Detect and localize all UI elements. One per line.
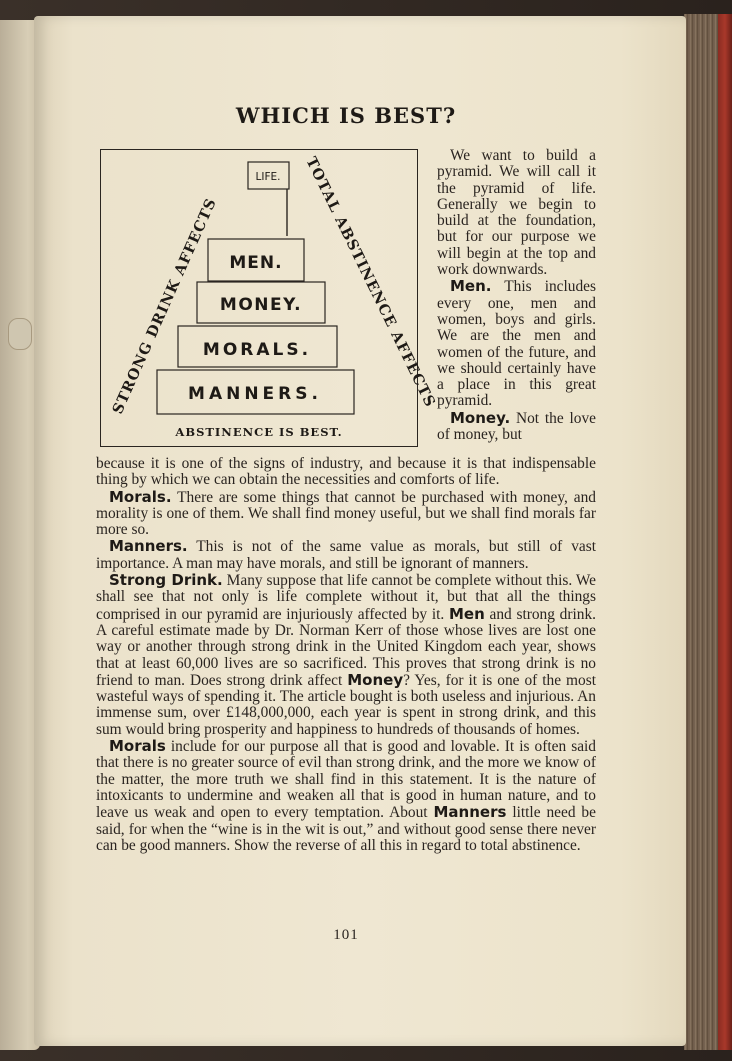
binding-thread <box>8 318 32 350</box>
strong-drink-text-1: Many suppose that life cannot be complete without this. We shall see that not only is life complete without it, but that all the things comprised in our pyramid are injuriously affected by it. <box>96 572 596 623</box>
strong-drink-paragraph <box>96 572 596 738</box>
money-text-start: Not the love of money, but <box>437 409 596 444</box>
morals-manners-paragraph <box>96 738 596 854</box>
manners-text: This is not of the same value as morals, but still of vast importance. A man may have morals, and still be ignorant of manners. <box>96 538 596 572</box>
tier-men-label: MEN. <box>229 253 283 273</box>
tier-morals-label: MORALS. <box>202 340 312 360</box>
page-title: WHICH IS BEST? <box>235 103 457 128</box>
manners-heading: Manners. <box>109 537 188 556</box>
morals-keyword: Morals <box>109 737 166 756</box>
morals-para-text: include for our purpose all that is good and lovable. It is often said that there is no greater source of evil than strong drink, and the more we know of the matter, the more truth we shall find in this statement. It is the nature of intoxicants to undermine and weaken all that is good in human nature, and to leave us weak and open to every temptation. About <box>96 738 596 822</box>
men-paragraph <box>437 278 596 409</box>
manners-para-text: little need be said, for when the “wine is in the wit is out,” and without good sense there never can be good manners. Show the reverse of all this in regard to total abstinence. <box>96 804 596 854</box>
page-number: 101 <box>333 927 359 943</box>
men-keyword: Men <box>448 604 485 623</box>
life-label: LIFE. <box>255 171 281 183</box>
money-heading: Money. <box>450 408 511 427</box>
men-heading: Men. <box>450 277 492 296</box>
morals-heading: Morals. <box>109 487 172 506</box>
total-abstinence-affects-label: TOTAL ABSTINENCE AFFECTS <box>302 154 439 411</box>
tier-manners-label: MANNERS. <box>188 384 322 404</box>
side-column <box>437 148 596 443</box>
morals-paragraph <box>96 489 596 539</box>
page-block-edges <box>684 14 732 1050</box>
pyramid-figure <box>100 149 439 447</box>
men-text: This includes every one, men and women, boys and girls. We are the men and women of the future, and we should certainly have a place in this great pyramid. <box>437 278 596 410</box>
tier-money-label: MONEY. <box>219 295 303 315</box>
manners-paragraph <box>96 538 596 572</box>
strong-drink-text-3: ? Yes, for it is one of the most wasteful ways of spending it. The article bought is both useless and injurious. An immense sum, over £148,000,000, each year is spent in strong drink, and this sum would bring prosperity and happiness to hundreds of thousands of homes. <box>96 671 596 738</box>
morals-text: There are some things that cannot be purchased with money, and morality is one of them. We shall find money useful, but we shall find morals far more so. <box>96 488 596 539</box>
manners-keyword: Manners <box>433 803 507 822</box>
money-keyword: Money <box>347 670 404 689</box>
strong-drink-heading: Strong Drink. <box>109 571 223 590</box>
pyramid-diagram <box>101 150 439 446</box>
strong-drink-affects-label: STRONG DRINK AFFECTS <box>109 195 221 417</box>
money-paragraph-continued: because it is one of the signs of industry, and because it is that indispensable thing by which we can obtain the necessities and comforts of life. <box>96 455 596 489</box>
main-text <box>96 456 596 854</box>
intro-paragraph: We want to build a pyramid. We will call it the pyramid of life. Generally we begin to build at the foundation, but for our purpose we will begin at the top and work downwards. <box>437 147 596 279</box>
figure-caption: ABSTINENCE IS BEST. <box>175 425 343 439</box>
money-paragraph-start <box>437 410 596 444</box>
strong-drink-text-2: and strong drink. A careful estimate made by Dr. Norman Kerr of those whose lives are lost one way or another through strong drink in the United Kingdom each year, shows that at least 60,000 lives are so sacrificed. This proves that strong drink is no friend to man. Does strong drink affect <box>96 605 596 689</box>
